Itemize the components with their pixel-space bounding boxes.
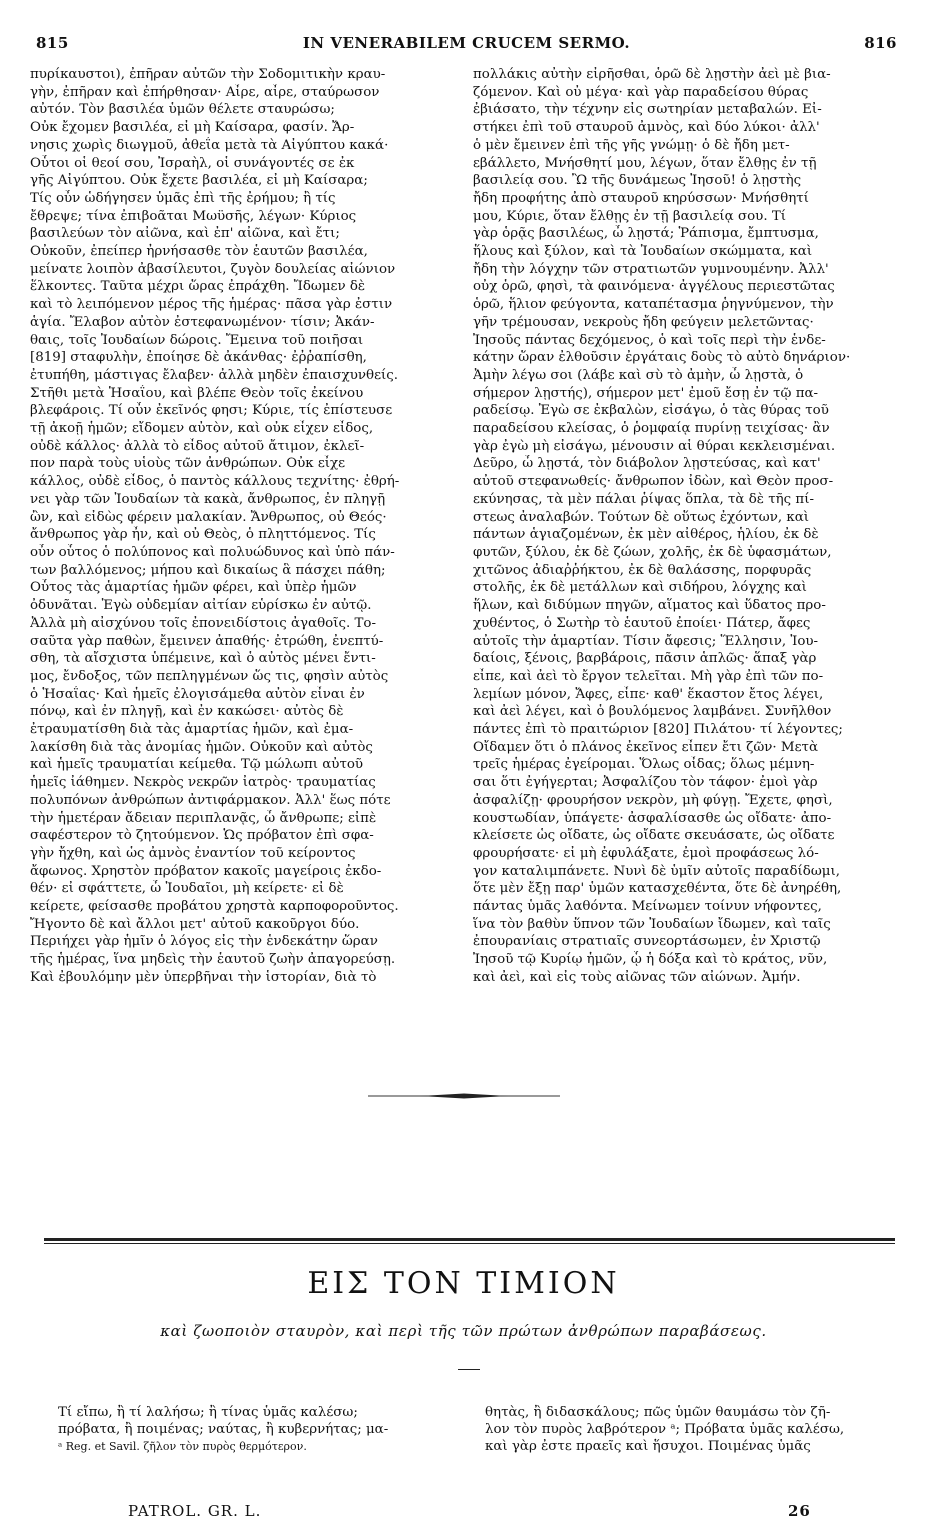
text-line: λεμίων μόνον, Ἄφες, εἶπε· καθ' ἕκαστον ἔτος λέγει, xyxy=(473,686,824,702)
section-ornament xyxy=(0,1093,927,1099)
text-line: Δεῦρο, ὦ λῃστά, τὸν διάβολον λῃστεύσας, καὶ κατ' xyxy=(473,456,821,472)
title-divider xyxy=(458,1369,480,1370)
text-line: ἀσφαλίζῃ· φρουρήσον νεκρὸν, μὴ φύγῃ. Ἔχετε, φησὶ, xyxy=(473,792,833,808)
text-line: χιτῶνος ἀδιαῤῥήκτου, ἐκ δὲ θαλάσσης, πορφυρᾶς xyxy=(473,562,812,578)
running-title: IN VENERABILEM CRUCEM SERMO. xyxy=(302,34,631,52)
text-line: ἡμεῖς ἰάθημεν. Νεκρὸς νεκρῶν ἰατρὸς· τραυματίας xyxy=(30,775,376,791)
text-line: μείνατε λοιπὸν ἀβασίλευτοι, ζυγὸν δουλείας αἰώνιον xyxy=(30,261,396,277)
text-line: κάλλος, οὐδὲ εἶδος, ὁ παντὸς κάλλους τεχνίτης· ἐθρή- xyxy=(30,474,400,490)
right-column-number: 816 xyxy=(864,34,897,52)
text-line: πάντες ἐπὶ τὸ πραιτώριον [820] Πιλάτου· τί λέγοντες; xyxy=(473,722,843,738)
text-line: παραδείσου κλείσας, ὁ ῥομφαίᾳ πυρίνῃ τειχίσας· ἂν xyxy=(473,421,830,437)
text-line: πάντων ἁγιαζομένων, ἐκ μὲν αἰθέρος, ἡλίου, ἐκ δὲ xyxy=(473,527,819,543)
text-line: ἐτραυματίσθη διὰ τὰς ἁμαρτίας ἡμῶν, καὶ ἐμα- xyxy=(30,722,354,738)
text-line: καὶ τὸ λειπόμενον μέρος τῆς ἡμέρας· πᾶσα γὰρ ἐστιν xyxy=(30,297,393,313)
text-line: Ἀλλὰ μὴ αἰσχύνου τοῖς ἐπονειδίστοις ἀγαθοῖς. Το- xyxy=(30,615,376,631)
text-line: ἥλων, καὶ διδύμων πηγῶν, αἵματος καὶ ὕδατος προ- xyxy=(473,598,826,614)
text-line: Οἴδαμεν ὅτι ὁ πλάνος ἐκεῖνος εἶπεν ἔτι ζῶν· Μετὰ xyxy=(473,739,819,755)
volume-signature: PATROL. GR. L. xyxy=(128,1502,262,1520)
sermon-right-column xyxy=(485,1404,895,1455)
text-line: καὶ ἡμεῖς τραυματίαι κείμεθα. Τῷ μώλωπι αὐτοῦ xyxy=(30,757,364,773)
section-rule xyxy=(44,1238,895,1241)
text-line: κείρετε, φείσασθε προβάτου χρηστὰ καρποφοροῦντος. xyxy=(30,899,399,915)
page-footer xyxy=(0,1502,927,1522)
sermon-left-column xyxy=(58,1404,458,1455)
text-line: εκύνησας, τὰ μὲν πάλαι ῥίψας ὅπλα, τὰ δὲ τῆς πί- xyxy=(473,491,814,507)
text-line: πυρίκαυστοι), ἐπῆραν αὐτῶν τὴν Σοδομιτικὴν κραυ- xyxy=(30,67,386,82)
text-line: σήμερον λῃστής), σήμερον μετ' ἐμοῦ ἔσῃ ἐν τῷ πα- xyxy=(473,385,819,401)
text-line: χυθέντος, ὁ Σωτὴρ τὸ ἑαυτοῦ ἐποίει· Πάτερ, ἄφες xyxy=(473,615,811,631)
text-line: νει γὰρ τῶν Ἰουδαίων τὰ κακὰ, ἄνθρωπος, ἐν πληγῇ xyxy=(30,491,386,507)
text-line: μου, Κύριε, ὅταν ἔλθῃς ἐν τῇ βασιλείᾳ σου. Τί xyxy=(473,208,787,224)
text-line: σθη, τὰ αἴσχιστα ὑπέμεινε, καὶ ὁ αὐτὸς μένει ἔντι- xyxy=(30,651,376,667)
text-line: φρουρήσατε· εἰ μὴ ἐφυλάξατε, ἐμοὶ προφάσεως λό- xyxy=(473,845,819,861)
text-line: σαι ὅτι ἐγήγερται; Ἀσφαλίζου τὸν τάφον· ἐμοὶ γὰρ xyxy=(473,775,818,791)
text-line: ἕλκοντες. Ταῦτα μέχρι ὥρας ἐπράχθη. Ἴδωμεν δὲ xyxy=(30,279,366,295)
text-line: Ἰησοῦς πάντας δεχόμενος, ὁ καὶ τοῖς περὶ τὴν ἑνδε- xyxy=(473,332,826,348)
left-text-column xyxy=(30,66,462,987)
text-line: ἁγία. Ἔλαβον αὐτὸν ἐστεφανωμένον· τίσιν; Ἀκάν- xyxy=(30,314,375,330)
text-line: γὰρ ὁρᾷς βασιλέως, ὦ λῃστά; Ῥάπισμα, ἔμπτυσμα, xyxy=(473,226,819,242)
text-line: Οὐκοῦν, ἐπείπερ ἠρνήσασθε τὸν ἑαυτῶν βασιλέα, xyxy=(30,244,368,260)
text-line: πρόβατα, ἢ ποιμένας; ναύτας, ἢ κυβερνήτας; μα- xyxy=(58,1422,389,1437)
text-line: οὐδὲ κάλλος· ἀλλὰ τὸ εἶδος αὐτοῦ ἄτιμον, ἐκλεῖ- xyxy=(30,438,365,454)
text-line: ἵνα τὸν βαθὺν ὕπνον τῶν Ἰουδαίων ἴδωμεν, καὶ ταῖς xyxy=(473,916,831,932)
text-line: ἐτυπήθη, μάστιγας ἔλαβεν· ἀλλὰ μηδὲν ἐπαισχυνθείς. xyxy=(30,367,399,383)
sheet-number: 26 xyxy=(788,1502,811,1520)
footnote: ᵃ Reg. et Savil. ζῆλον τὸν πυρὸς θερμότερον. xyxy=(58,1440,307,1453)
text-line: θητὰς, ἢ διδασκάλους; πῶς ὑμῶν θαυμάσω τὸν ζῆ- xyxy=(485,1405,831,1420)
text-line: καὶ ἀεὶ λέγει, καὶ ὁ βουλόμενος λαμβάνει. Συνῆλθον xyxy=(473,704,832,720)
text-line: ἤδη τὴν λόγχην τῶν στρατιωτῶν γυμνουμένην. Ἀλλ' xyxy=(473,261,829,277)
text-line: πολλάκις αὐτὴν εἰρῆσθαι, ὁρῶ δὲ λῃστὴν ἀεὶ μὲ βια- xyxy=(473,67,831,82)
text-line: ἐβιάσατο, τὴν τέχνην εἰς σωτηρίαν μεταβαλών. Εἰ- xyxy=(473,102,822,118)
text-line: [819] σταφυλὴν, ἐποίησε δὲ ἀκάνθας· ἐῤῥαπίσθη, xyxy=(30,350,367,366)
text-line: ἐπουρανίαις στρατιαῖς συνεορτάσωμεν, ἐν Χριστῷ xyxy=(473,934,821,950)
text-line: λακίσθη διὰ τὰς ἀνομίας ἡμῶν. Οὐκοῦν καὶ αὐτὸς xyxy=(30,739,373,755)
text-line: εβάλλετο, Μνήσθητί μου, λέγων, ὅταν ἔλθῃς ἐν τῇ xyxy=(473,155,817,171)
text-line: φυτῶν, ξύλου, ἐκ δὲ ζώων, χολῆς, ἐκ δὲ ὑφασμάτων, xyxy=(473,544,832,560)
text-line: σαφέστερον τὸ ζητούμενον. Ὡς πρόβατον ἐπὶ σφα- xyxy=(30,828,374,844)
running-head xyxy=(36,34,897,56)
text-line: Ἰησοῦ τῷ Κυρίῳ ἡμῶν, ᾧ ἡ δόξα καὶ τὸ κράτος, νῦν, xyxy=(473,952,828,968)
text-line: ὁ Ἡσαΐας· Καὶ ἡμεῖς ἐλογισάμεθα αὐτὸν εἶναι ἐν xyxy=(30,686,365,702)
text-line: πόνῳ, καὶ ἐν πληγῇ, καὶ ἐν κακώσει· αὐτὸς δὲ xyxy=(30,704,344,720)
text-line: ὅτε μὲν ἔξῃ παρ' ὑμῶν κατασχεθέντα, ὅτε δὲ ἀνηρέθη, xyxy=(473,881,842,897)
text-line: Οὗτοι οἱ θεοί σου, Ἰσραὴλ, οἱ συνάγοντές σε ἐκ xyxy=(30,155,355,171)
text-line: γὴν, ἐπῆραν καὶ ἐπήρθησαν· Αἶρε, αἶρε, σταύρωσον xyxy=(30,84,380,100)
text-line: τῇ ἀκοῇ ἡμῶν; εἴδομεν αὐτὸν, καὶ οὐκ εἶχεν εἶδος, xyxy=(30,421,374,437)
text-line: σαῦτα γὰρ παθὼν, ἔμεινεν ἀπαθής· ἐτρώθη, ἐνεπτύ- xyxy=(30,633,384,649)
text-line: ὁρῶ, ἥλιον φεύγοντα, καταπέτασμα ῥηγνύμενον, τὴν xyxy=(473,297,834,313)
text-line: Οὗτος τὰς ἁμαρτίας ἡμῶν φέρει, καὶ ὑπὲρ ἡμῶν xyxy=(30,580,357,596)
text-line: καὶ γὰρ ἐστε πραεῖς καὶ ἥσυχοι. Ποιμένας ὑμᾶς xyxy=(485,1439,811,1454)
text-line: Ἀμὴν λέγω σοι (λάβε καὶ σὺ τὸ ἀμὴν, ὦ λῃστὰ, ὁ xyxy=(473,367,804,383)
text-line: γὴν ἤχθη, καὶ ὡς ἀμνὸς ἐναντίον τοῦ κείροντος xyxy=(30,845,356,861)
sermon-subtitle: καὶ ζωοποιὸν σταυρὸν, καὶ περὶ τῆς τῶν πρώτων ἀνθρώπων παραβάσεως. xyxy=(160,1322,767,1340)
text-line: ραδείσῳ. Ἐγὼ σε ἐκβαλὼν, εἰσάγω, ὁ τὰς θύρας τοῦ xyxy=(473,403,829,419)
text-line: θαις, τοῖς Ἰουδαίων δώροις. Ἔμεινα τοῦ ποιῆσαι xyxy=(30,332,364,348)
text-line: ἥλους καὶ ξύλον, καὶ τὰ Ἰουδαίων σκώμματα, καὶ xyxy=(473,244,813,260)
text-line: στολῆς, ἐκ δὲ μετάλλων καὶ σιδήρου, λόγχης καὶ xyxy=(473,580,807,596)
text-line: καὶ ἀεὶ, καὶ εἰς τοὺς αἰῶνας τῶν αἰώνων. Ἀμήν. xyxy=(473,969,801,985)
text-line: αὐτόν. Τὸν βασιλέα ὑμῶν θέλετε σταυρώσω; xyxy=(30,102,335,118)
text-line: κουστωδίαν, ὑπάγετε· ἀσφαλίσασθε ὡς οἴδατε· ἀπο- xyxy=(473,810,832,826)
text-line: ἄνθρωπος γὰρ ἦν, καὶ οὐ Θεὸς, ὁ πληττόμενος. Τίς xyxy=(30,527,376,543)
text-line: ζόμενον. Καὶ οὐ μέγα· καὶ γὰρ παραδείσου θύρας xyxy=(473,84,809,100)
text-line: γὰρ ἐγὼ μὴ εἰσάγω, μένουσιν αἱ θύραι κεκλεισμέναι. xyxy=(473,438,836,454)
text-line: Καὶ ἐβουλόμην μὲν ὑπερβῆναι τὴν ἱστορίαν, διὰ τὸ xyxy=(30,969,377,985)
text-line: Οὐκ ἔχομεν βασιλέα, εἰ μὴ Καίσαρα, φασίν. Ἄρ- xyxy=(30,120,355,136)
text-line: βασιλείᾳ σου. Ὢ τῆς δυνάμεως Ἰησοῦ! ὁ λῃστὴς xyxy=(473,173,802,189)
text-line: δαίοις, ξένοις, βαρβάροις, πᾶσιν ἁπλῶς· ἅπαξ γὰρ xyxy=(473,651,817,667)
text-line: τῆς ἡμέρας, ἵνα μηδεὶς τὴν ἑαυτοῦ ζωὴν ἀπαγορεύσῃ. xyxy=(30,952,396,968)
sermon-title: ΕΙΣ ΤΟΝ ΤΙΜΙΟΝ xyxy=(307,1266,620,1301)
text-line: αὐτοῖς τὴν ἁμαρτίαν. Τίσιν ἄφεσις; Ἕλλησιν, Ἰου- xyxy=(473,633,819,649)
text-line: γον καταλιμπάνετε. Νυνὶ δὲ ὑμῖν αὐτοῖς παραδίδωμι, xyxy=(473,863,840,879)
text-line: νησις χωρὶς διωγμοῦ, ἀθεΐα μετὰ τὰ Αἰγύπτου κακά· xyxy=(30,137,389,153)
text-line: στεως ἀναλαβών. Τούτων δὲ οὕτως ἐχόντων, καὶ xyxy=(473,509,810,525)
text-line: αὐτοῦ στεφανωθείς· ἄνθρωπον ἰδὼν, καὶ Θεὸν προσ- xyxy=(473,474,834,490)
text-line: ὢν, καὶ εἰδὼς φέρειν μαλακίαν. Ἄνθρωπος, οὐ Θεός· xyxy=(30,509,387,525)
text-line: ἤδη προφήτης ἀπὸ σταυροῦ κηρύσσων· Μνήσθητί xyxy=(473,190,809,206)
text-line: ὁ μὲν ἔμεινεν ἐπὶ τῆς γῆς γνώμῃ· ὁ δὲ ἤδη μετ- xyxy=(473,137,790,153)
text-line: στήκει ἐπὶ τοῦ σταυροῦ ἀμνὸς, καὶ δύο λύκοι· ἀλλ' xyxy=(473,120,820,136)
text-line: τὴν ἡμετέραν ἄδειαν περιπλανᾷς, ὦ ἄνθρωπε; εἰπὲ xyxy=(30,810,377,826)
text-line: Ἤγοντο δὲ καὶ ἄλλοι μετ' αὐτοῦ κακοῦργοι δύο. xyxy=(30,916,360,932)
text-line: βλεφάροις. Τί οὖν ἐκεῖνός φησι; Κύριε, τίς ἐπίστευσε xyxy=(30,403,393,419)
text-line: κλείσετε ὡς οἴδατε, ὡς οἴδατε σκευάσατε, ὡς οἴδατε xyxy=(473,828,835,844)
text-line: Τί εἴπω, ἢ τί λαλήσω; ἢ τίνας ὑμᾶς καλέσω; xyxy=(58,1405,358,1420)
text-line: βασιλεύων τὸν αἰῶνα, καὶ ἐπ' αἰῶνα, καὶ ἔτι; xyxy=(30,226,340,242)
text-line: λον τὸν πυρὸς λαβρότερον ᵃ; Πρόβατα ὑμᾶς καλέσω, xyxy=(485,1422,845,1437)
text-line: γῆς Αἰγύπτου. Οὐκ ἔχετε βασιλέα, εἰ μὴ Καίσαρα; xyxy=(30,173,368,189)
text-line: Στῆθι μετὰ Ἡσαΐου, καὶ βλέπε Θεὸν τοῖς ἐκείνου xyxy=(30,385,364,401)
text-line: πολυπόνων ἀνθρώπων ἀντιφάρμακον. Ἀλλ' ἕως πότε xyxy=(30,792,391,808)
text-line: Περιήχει γὰρ ἡμῖν ὁ λόγος εἰς τὴν ἑνδεκάτην ὥραν xyxy=(30,934,378,950)
text-line: γῆν τρέμουσαν, νεκροὺς ἤδη φεύγειν μελετῶντας· xyxy=(473,314,814,330)
text-line: ὀδυνᾶται. Ἐγὼ οὐδεμίαν αἰτίαν εὑρίσκω ἐν αὐτῷ. xyxy=(30,598,372,614)
text-line: θέν· εἰ σφάττετε, ὦ Ἰουδαῖοι, μὴ κείρετε· εἰ δὲ xyxy=(30,881,344,897)
text-line: τρεῖς ἡμέρας ἐγείρομαι. Ὅλως οἶδας; ὅλως μέμνη- xyxy=(473,757,815,773)
text-line: Τίς οὖν ὡδήγησεν ὑμᾶς ἐπὶ τῆς ἐρήμου; ἢ τίς xyxy=(30,190,336,206)
text-line: πάντας ὑμᾶς λαθόντα. Μείνωμεν τοίνυν νήφοντες, xyxy=(473,899,822,915)
text-line: ἔθρεψε; τίνα ἐπιβοᾶται Μωϋσῆς, λέγων· Κύριος xyxy=(30,208,357,224)
text-line: ἄφωνος. Χρηστὸν πρόβατον κακοῖς μαγείροις ἐκδο- xyxy=(30,863,382,879)
left-column-number: 815 xyxy=(36,34,69,52)
text-line: οὖν οὗτος ὁ πολύπονος καὶ πολυώδυνος καὶ ὑπὸ πάν- xyxy=(30,544,395,560)
text-line: οὐχ ὁρῶ, φησὶ, τὰ φαινόμενα· ἀγγέλους περιεστῶτας xyxy=(473,279,835,295)
text-line: μος, ἔνδοξος, τῶν πεπληγμένων ὥς τις, φησὶν αὐτὸς xyxy=(30,668,389,684)
text-line: εἶπε, καὶ ἀεὶ τὸ ἔργον τελεῖται. Μὴ γὰρ ἐπὶ τῶν πο- xyxy=(473,668,824,684)
right-text-column xyxy=(473,66,901,987)
text-line: πον παρὰ τοὺς υἱοὺς τῶν ἀνθρώπων. Οὐκ εἶχε xyxy=(30,456,346,472)
text-line: των βαλλόμενος; μήπου καὶ δικαίως ἃ πάσχει πάθη; xyxy=(30,562,386,578)
text-line: κάτην ὥραν ἐλθοῦσιν ἐργάταις δοὺς τὸ αὐτὸ δηνάριον· xyxy=(473,350,851,366)
